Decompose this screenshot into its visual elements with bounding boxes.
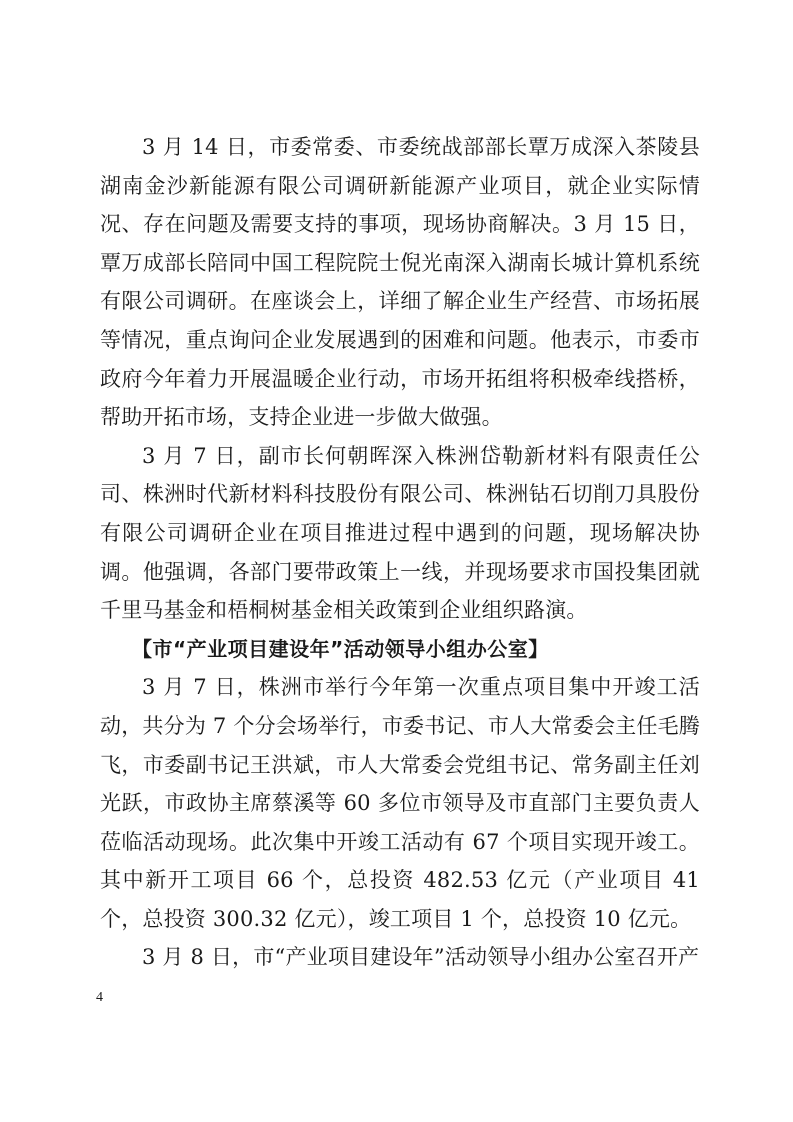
page-number: 4 [96, 990, 103, 1005]
section-heading: 【市“产业项目建设年”活动领导小组办公室】 [132, 636, 549, 661]
paragraph-4: 3 月 8 日，市“产业项目建设年”活动领导小组办公室召开产 [142, 945, 700, 970]
paragraph-3: 3 月 7 日，株洲市举行今年第一次重点项目集中开竣工活动，共分为 7 个分会场举行，市委书记、市人大常委会主任毛腾飞，市委副书记王洪斌，市人大常委会党组书记、常务副主任刘光跃，市政协主席蔡溪等 60 多位市领导及市直部门主要负责人莅临活动现场。此次集中开竣工活动有 67 个项目实现开竣工。其中新开工项目 66 个，总投资 482.53 亿元（产业项目 41 个，总投资 300.32 亿元），竣工项目 1 个，总投资 10 亿元。 [100, 675, 700, 931]
paragraph-2: 3 月 7 日，副市长何朝晖深入株洲岱勒新材料有限责任公司、株洲时代新材料科技股份有限公司、株洲钻石切削刀具股份有限公司调研企业在项目推进过程中遇到的问题，现场解决协调。他强调，各部门要带政策上一线，并现场要求市国投集团就千里马基金和梧桐树基金相关政策到企业组织路演。 [100, 443, 700, 623]
document-body [100, 128, 700, 977]
paragraph-1: 3 月 14 日，市委常委、市委统战部部长覃万成深入茶陵县湖南金沙新能源有限公司调研新能源产业项目，就企业实际情况、存在问题及需要支持的事项，现场协商解决。3 月 15 日，覃万成部长陪同中国工程院院士倪光南深入湖南长城计算机系统有限公司调研。在座谈会上，详细了解企业生产经营、市场拓展等情况，重点询问企业发展遇到的困难和问题。他表示，市委市政府今年着力开展温暖企业行动，市场开拓组将积极牵线搭桥，帮助开拓市场，支持企业进一步做大做强。 [100, 135, 700, 430]
